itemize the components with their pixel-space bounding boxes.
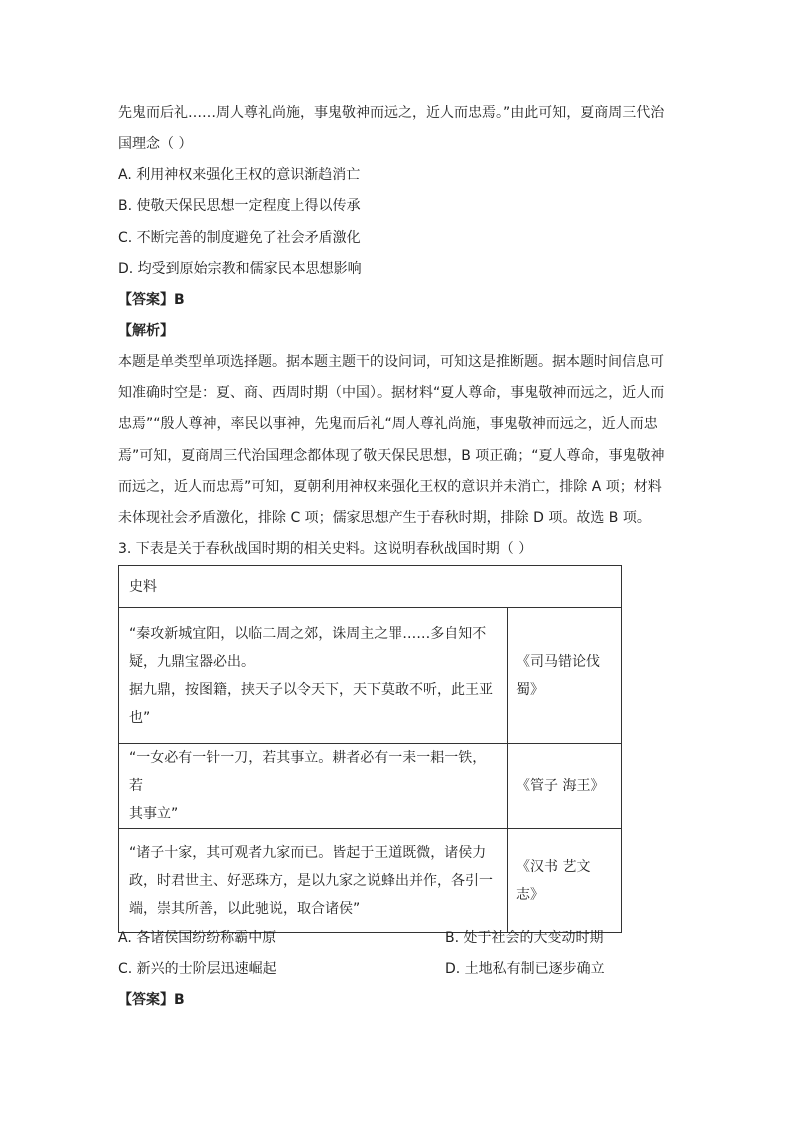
table-row xyxy=(119,744,622,829)
q2-analysis-line: 知准确时空是：夏、商、西周时期（中国）。据材料“夏人尊命，事鬼敬神而远之，近人而 xyxy=(118,385,665,401)
q3-option-d: D. 土地私有制已逐步确立 xyxy=(445,961,605,977)
quote-line: 疑，九鼎宝器必出。 xyxy=(129,653,255,670)
q2-analysis-line: 忠焉”“殷人尊神，率民以事神，先鬼而后礼“周人尊礼尚施，事鬼敬神而远之，近人而忠 xyxy=(118,416,658,432)
q2-analysis-line: 焉”可知，夏商周三代治国理念都体现了敬天保民思想，B 项正确；“夏人尊命，事鬼敬神 xyxy=(118,448,665,464)
quote-line: 其事立” xyxy=(129,806,179,822)
historical-sources-table xyxy=(118,565,622,933)
source-quote-cell xyxy=(119,744,508,829)
table-header-cell: 史料 xyxy=(119,566,622,608)
q2-option-a: A. 利用神权来强化王权的意识渐趋消亡 xyxy=(118,167,361,183)
source-title-cell xyxy=(508,608,622,744)
source-title-line: 《司马错论伐 xyxy=(516,653,600,670)
source-title-line: 蜀》 xyxy=(516,681,544,698)
source-title-line: 《汉书 艺文 xyxy=(516,858,591,875)
q3-option-c: C. 新兴的士阶层迅速崛起 xyxy=(118,961,277,977)
q2-stem-line-1: 先鬼而后礼……周人尊礼尚施，事鬼敬神而远之，近人而忠焉。”由此可知，夏商周三代治 xyxy=(118,105,665,121)
quote-line: “一女必有一针一刀，若其事立。耕者必有一耒一耜一铁，若 xyxy=(129,750,487,794)
table-row xyxy=(119,829,622,933)
q2-analysis-line: 本题是单类型单项选择题。据本题主题干的设问词，可知这是推断题。据本题时间信息可 xyxy=(118,354,664,370)
table-row xyxy=(119,608,622,744)
q3-stem: 3. 下表是关于春秋战国时期的相关史料。这说明春秋战国时期（ ） xyxy=(118,541,533,557)
source-title-cell xyxy=(508,829,622,933)
source-title-line: 志》 xyxy=(516,886,544,903)
source-quote-cell xyxy=(119,829,508,933)
q3-option-a: A. 各诸侯国纷纷称霸中原 xyxy=(118,930,277,946)
source-quote-cell xyxy=(119,608,508,744)
source-title-line: 《管子 海王》 xyxy=(516,778,605,794)
table-header-row xyxy=(119,566,622,608)
quote-line: “秦攻新城宜阳，以临二周之郊，诛周主之罪……多自知不 xyxy=(129,625,487,642)
quote-line: 端，崇其所善，以此驰说，取合诸侯” xyxy=(129,900,361,917)
quote-line: 也” xyxy=(129,709,151,726)
q2-option-d: D. 均受到原始宗教和儒家民本思想影响 xyxy=(118,261,362,277)
q3-answer: 【答案】B xyxy=(118,992,185,1008)
q3-option-b: B. 处于社会的大变动时期 xyxy=(445,930,604,946)
q2-analysis-title: 【解析】 xyxy=(118,323,174,339)
q2-option-b: B. 使敬天保民思想一定程度上得以传承 xyxy=(118,198,361,214)
q2-option-c: C. 不断完善的制度避免了社会矛盾激化 xyxy=(118,230,361,246)
source-title-cell xyxy=(508,744,622,829)
quote-line: “诸子十家，其可观者九家而已。皆起于王道既微，诸侯力 xyxy=(129,844,487,861)
q2-stem-line-2: 国理念（ ） xyxy=(118,136,193,152)
quote-line: 据九鼎，按图籍，挟天子以令天下，天下莫敢不听，此王亚 xyxy=(129,681,493,698)
q2-analysis-line: 而远之，近人而忠焉”可知，夏朝利用神权来强化王权的意识并未消亡，排除 A 项；材料 xyxy=(118,479,662,495)
quote-line: 政，时君世主、好恶珠方，是以九家之说蜂出并作，各引一 xyxy=(129,872,493,889)
q2-answer: 【答案】B xyxy=(118,292,185,308)
q2-analysis-line: 未体现社会矛盾激化，排除 C 项；儒家思想产生于春秋时期，排除 D 项。故选 B 项。 xyxy=(118,510,651,526)
